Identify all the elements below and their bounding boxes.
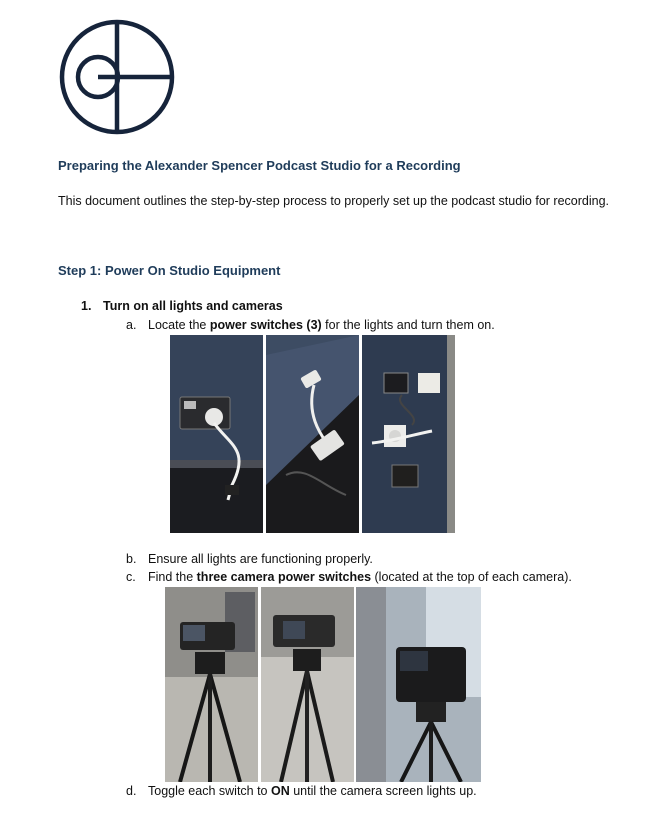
sub-item-a-pre: Locate the	[148, 318, 210, 332]
sub-item-d-bold: ON	[271, 784, 290, 798]
camera-on-tripod-photo-2	[261, 587, 354, 782]
sub-item-a	[126, 318, 495, 332]
angled-power-board-photo	[266, 335, 359, 533]
camera-on-tripod-photo-3	[356, 587, 481, 782]
intro-paragraph: This document outlines the step-by-step process to properly set up the podcast studio for recording.	[58, 194, 609, 208]
camera-on-tripod-photo-1	[165, 587, 258, 782]
sub-item-d	[126, 784, 477, 798]
sub-item-c-bold: three camera power switches	[196, 570, 372, 584]
step-1-heading: Step 1: Power On Studio Equipment	[58, 263, 281, 278]
sub-item-a-letter: a.	[126, 318, 137, 332]
list-item-1-number: 1.	[81, 299, 92, 313]
sub-item-c-post: (located at the top of each camera).	[371, 570, 572, 584]
sub-item-b-text: Ensure all lights are functioning properly.	[148, 552, 373, 566]
sub-item-b	[126, 552, 373, 566]
sub-item-c-pre: Find the	[148, 570, 197, 584]
sub-item-a-bold: power switches (3)	[209, 318, 322, 332]
sub-item-b-letter: b.	[126, 552, 137, 566]
sub-item-a-post: for the lights and turn them on.	[321, 318, 495, 332]
studio-logo	[58, 18, 176, 136]
sub-item-d-letter: d.	[126, 784, 137, 798]
sub-item-d-pre: Toggle each switch to	[148, 784, 271, 798]
document-title: Preparing the Alexander Spencer Podcast Studio for a Recording	[58, 158, 461, 173]
list-item-1-text: Turn on all lights and cameras	[103, 299, 283, 313]
sub-item-d-post: until the camera screen lights up.	[289, 784, 477, 798]
wall-power-switch-photo	[170, 335, 263, 533]
list-item-1	[81, 299, 283, 313]
sub-item-c-letter: c.	[126, 570, 136, 584]
sub-item-c	[126, 570, 572, 584]
wall-panel-switches-photo	[362, 335, 455, 533]
